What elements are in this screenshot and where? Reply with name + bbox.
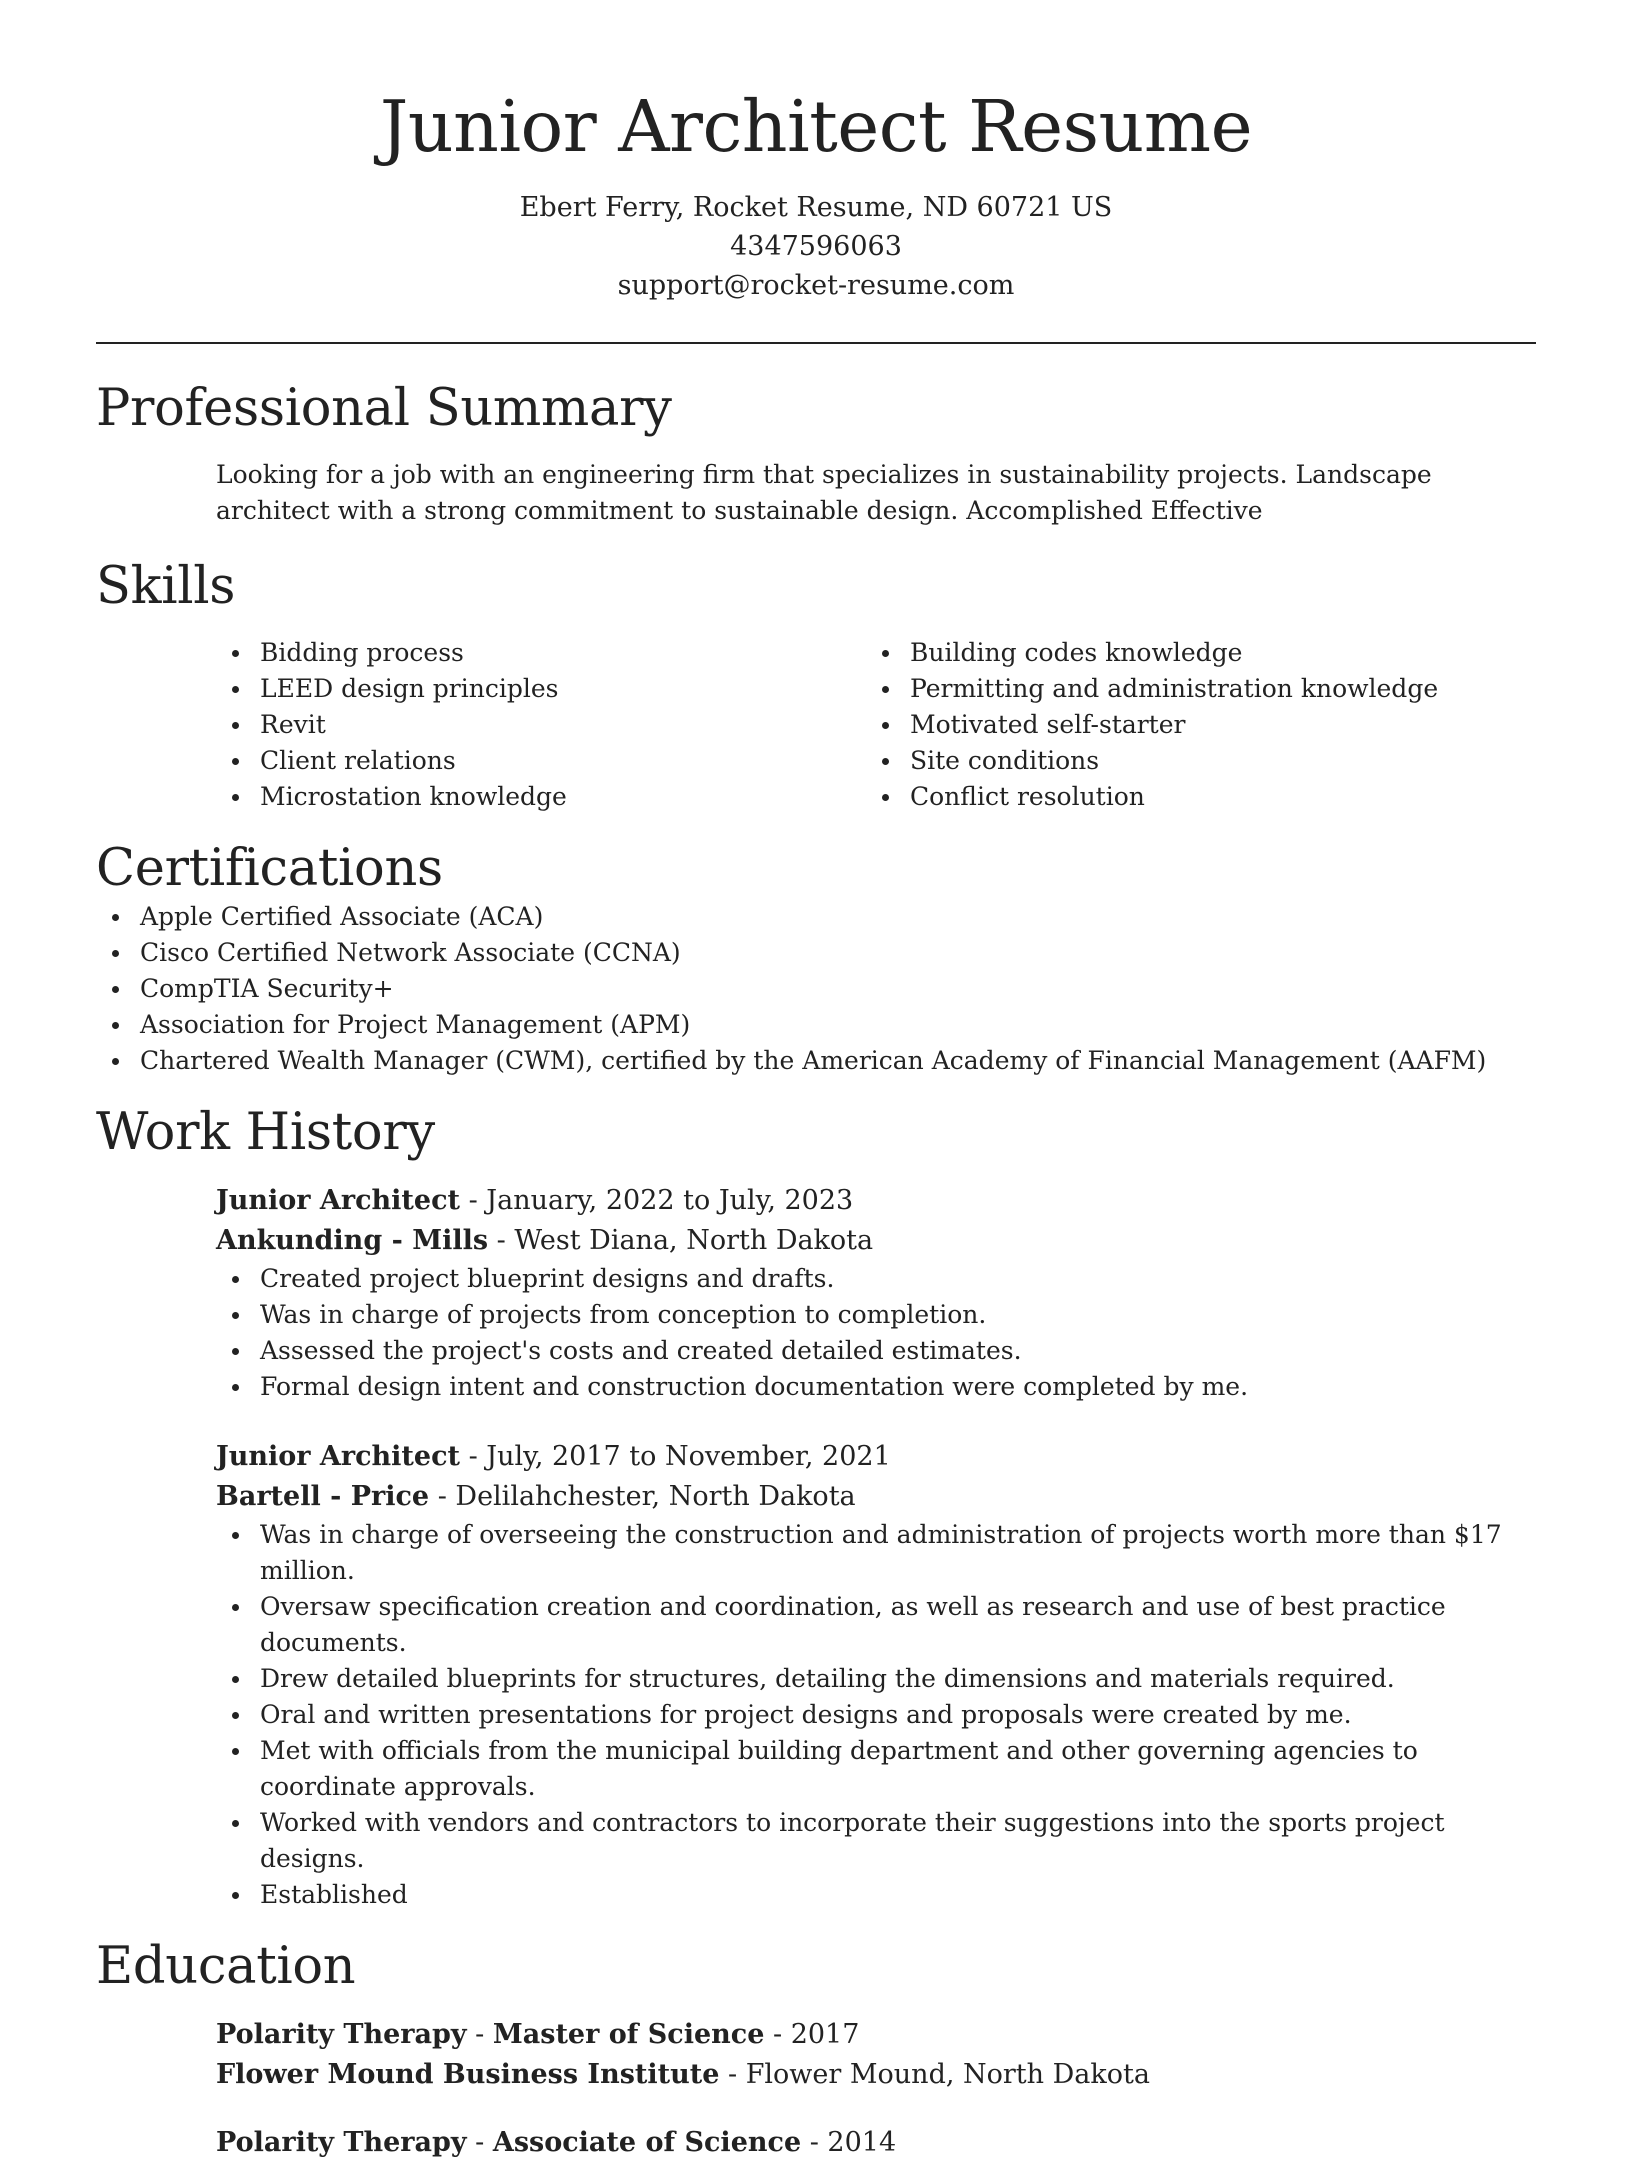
certifications-list (96, 899, 1536, 1079)
education-location: Flower Mound, North Dakota (745, 2059, 1150, 2090)
job-company-line: Bartell - Price - Delilahchester, North Dakota (216, 1481, 856, 1512)
education-entry (216, 2015, 1536, 2095)
skill-item: Revit (216, 707, 866, 743)
job-dates: July, 2017 to November, 2021 (486, 1441, 891, 1472)
job-duty: Was in charge of projects from conception to completion. (216, 1297, 1536, 1333)
job-duty: Drew detailed blueprints for structures, detailing the dimensions and materials required. (216, 1661, 1536, 1697)
job-duty: Met with officials from the municipal building department and other governing agencies to coordinate approvals. (216, 1733, 1536, 1805)
certification-item: Cisco Certified Network Associate (CCNA) (96, 935, 1536, 971)
education-year: 2017 (790, 2019, 860, 2050)
skill-item: Client relations (216, 743, 866, 779)
job-duty: Worked with vendors and contractors to incorporate their suggestions into the sports project designs. (216, 1805, 1536, 1877)
certification-item: CompTIA Security+ (96, 971, 1536, 1007)
summary-section (96, 379, 1536, 529)
skill-item: Site conditions (866, 743, 1516, 779)
contact-email: support@rocket-resume.com (617, 270, 1015, 301)
certification-item: Association for Project Management (APM) (96, 1007, 1536, 1043)
skill-item: LEED design principles (216, 671, 866, 707)
job-company: Bartell - Price (216, 1481, 430, 1512)
header-divider (96, 342, 1536, 344)
education-entry (216, 2123, 1536, 2163)
education-field: Polarity Therapy (216, 2019, 467, 2050)
contact-block (96, 188, 1536, 305)
job-duty: Oversaw specification creation and coordination, as well as research and use of best practice documents. (216, 1589, 1536, 1661)
job-title: Junior Architect (216, 1441, 460, 1472)
skills-left-list (216, 635, 866, 815)
skill-item: Motivated self-starter (866, 707, 1516, 743)
job-dates: January, 2022 to July, 2023 (486, 1185, 854, 1216)
job-location: West Diana, North Dakota (514, 1225, 874, 1256)
job-title-line: Junior Architect - January, 2022 to July, 2023 (216, 1185, 854, 1216)
education-section (96, 1937, 1536, 2163)
resume-title: Junior Architect Resume (379, 85, 1253, 168)
skills-right-list (866, 635, 1516, 815)
education-year: 2014 (827, 2127, 897, 2158)
education-degree: Master of Science (492, 2019, 765, 2050)
job-entry (216, 1181, 1536, 1405)
job-location: Delilahchester, North Dakota (455, 1481, 856, 1512)
job-duty: Created project blueprint designs and drafts. (216, 1261, 1536, 1297)
skill-item: Bidding process (216, 635, 866, 671)
job-duty: Oral and written presentations for project designs and proposals were created by me. (216, 1697, 1536, 1733)
summary-heading: Professional Summary (96, 379, 672, 438)
education-school: Flower Mound Business Institute (216, 2059, 720, 2090)
job-duty: Formal design intent and construction documentation were completed by me. (216, 1369, 1536, 1405)
skills-section (96, 557, 1536, 815)
skill-item: Microstation knowledge (216, 779, 866, 815)
job-duty: Established (216, 1877, 1536, 1913)
job-company-line: Ankunding - Mills - West Diana, North Dakota (216, 1225, 874, 1256)
certification-item: Apple Certified Associate (ACA) (96, 899, 1536, 935)
education-degree-line: Polarity Therapy - Master of Science - 2017 (216, 2019, 860, 2050)
job-duty: Was in charge of overseeing the construction and administration of projects worth more than $17 million. (216, 1517, 1536, 1589)
job-entry (216, 1437, 1536, 1913)
education-heading: Education (96, 1937, 356, 1996)
summary-text: Looking for a job with an engineering firm that specializes in sustainability projects. Landscape architect with a strong commitment to sustainable design. Accomplished Effective (216, 460, 1432, 525)
certifications-heading: Certifications (96, 839, 443, 898)
work-history-heading: Work History (96, 1103, 435, 1162)
job-title-line: Junior Architect - July, 2017 to November, 2021 (216, 1441, 891, 1472)
resume-page (96, 0, 1536, 2163)
job-company: Ankunding - Mills (216, 1225, 489, 1256)
skills-grid (216, 635, 1536, 815)
contact-phone: 4347596063 (730, 231, 902, 262)
education-school-line: Flower Mound Business Institute - Flower Mound, North Dakota (216, 2059, 1150, 2090)
skill-item: Conflict resolution (866, 779, 1516, 815)
job-duties-list (216, 1517, 1536, 1913)
job-title: Junior Architect (216, 1185, 460, 1216)
job-duty: Assessed the project's costs and created detailed estimates. (216, 1333, 1536, 1369)
education-field: Polarity Therapy (216, 2127, 467, 2158)
certification-item: Chartered Wealth Manager (CWM), certified by the American Academy of Financial Management (AAFM) (96, 1043, 1536, 1079)
work-history-section (96, 1103, 1536, 1913)
skill-item: Building codes knowledge (866, 635, 1516, 671)
job-duties-list (216, 1261, 1536, 1405)
contact-address: Ebert Ferry, Rocket Resume, ND 60721 US (519, 192, 1113, 223)
education-degree: Associate of Science (492, 2127, 802, 2158)
skills-heading: Skills (96, 557, 236, 616)
education-degree-line: Polarity Therapy - Associate of Science - 2014 (216, 2127, 897, 2158)
skill-item: Permitting and administration knowledge (866, 671, 1516, 707)
certifications-section (96, 839, 1536, 1079)
